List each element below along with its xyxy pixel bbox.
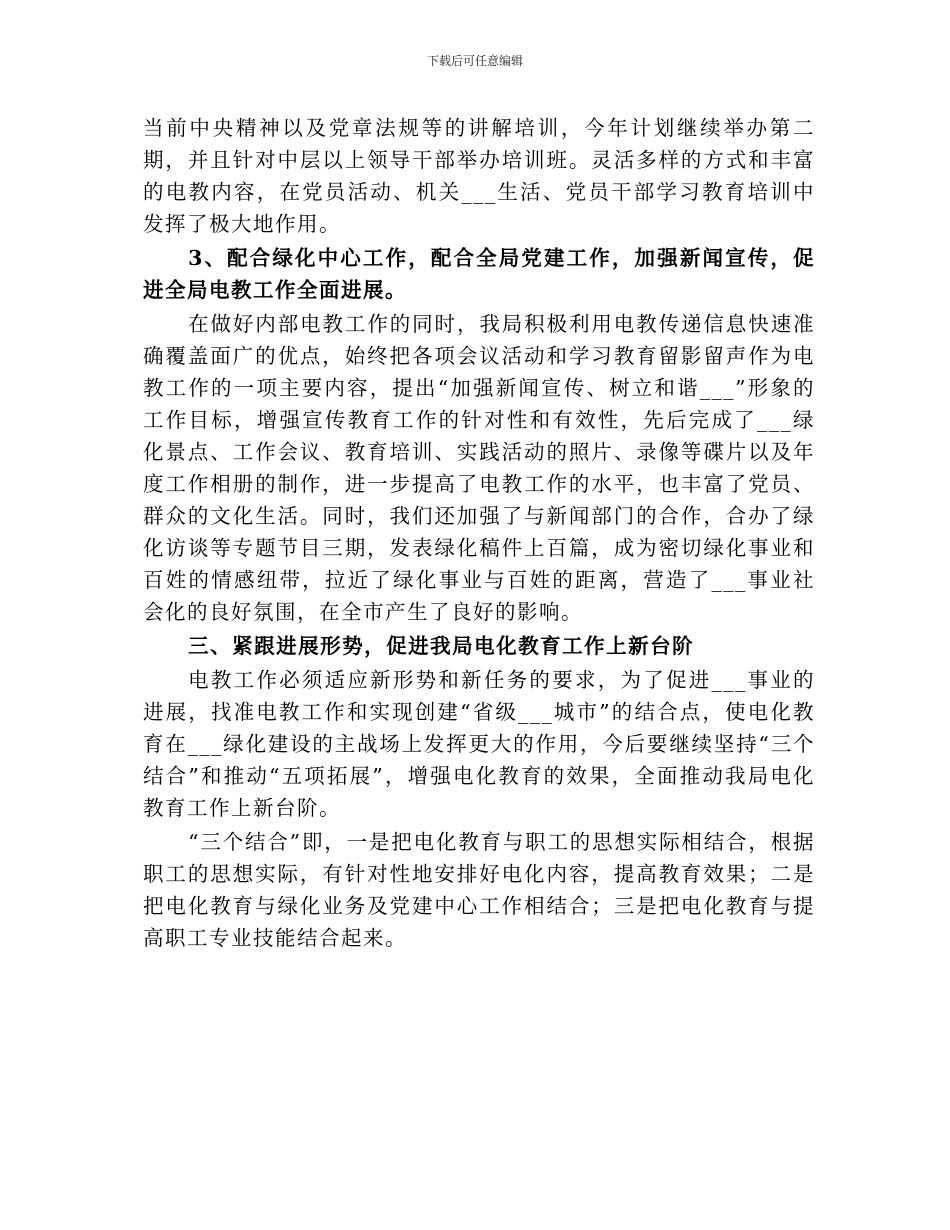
paragraph-3: 电教工作必须适应新形势和新任务的要求，为了促进___事业的进展，找准电教工作和实现创建“省级___城市”的结合点，使电化教育在___绿化建设的主战场上发挥更大的作用，今后要继续坚持“三个结合”和推动“五项拓展”，增强电化教育的效果，全面推动我局电化教育工作上新台阶。 xyxy=(143,668,815,820)
page-header: 下载后可任意编辑 xyxy=(426,54,523,68)
paragraph-2: 在做好内部电教工作的同时，我局积极利用电教传递信息快速准确覆盖面广的优点，始终把各项会议活动和学习教育留影留声作为电教工作的一项主要内容，提出“加强新闻宣传、树立和谐___”形象的工作目标，增强宣传教育工作的针对性和有效性，先后完成了___绿化景点、工作会议、教育培训、实践活动的照片、录像等碟片以及年度工作相册的制作，进一步提高了电教工作的水平，也丰富了党员、群众的文化生活。同时，我们还加强了与新闻部门的合作，合办了绿化访谈等专题节目三期，发表绿化稿件上百篇，成为密切绿化事业和百姓的情感纽带，拉近了绿化事业与百姓的距离，营造了___事业社会化的良好氛围，在全市产生了良好的影响。 xyxy=(143,312,815,624)
document-body xyxy=(143,112,815,954)
section-heading-3: 3、配合绿化中心工作，配合全局党建工作，加强新闻宣传，促进全局电教工作全面进展。 xyxy=(143,246,815,302)
section-heading-three: 三、紧跟进展形势，促进我局电化教育工作上新台阶 xyxy=(188,634,695,658)
paragraph-1: 当前中央精神以及党章法规等的讲解培训，今年计划继续举办第二期，并且针对中层以上领导干部举办培训班。灵活多样的方式和丰富的电教内容，在党员活动、机关___生活、党员干部学习教育培训中发挥了极大地作用。 xyxy=(143,116,815,236)
paragraph-4: “三个结合”即，一是把电化教育与职工的思想实际相结合，根据职工的思想实际，有针对性地安排好电化内容，提高教育效果；二是把电化教育与绿化业务及党建中心工作相结合；三是把电化教育与提高职工专业技能结合起来。 xyxy=(143,830,815,950)
